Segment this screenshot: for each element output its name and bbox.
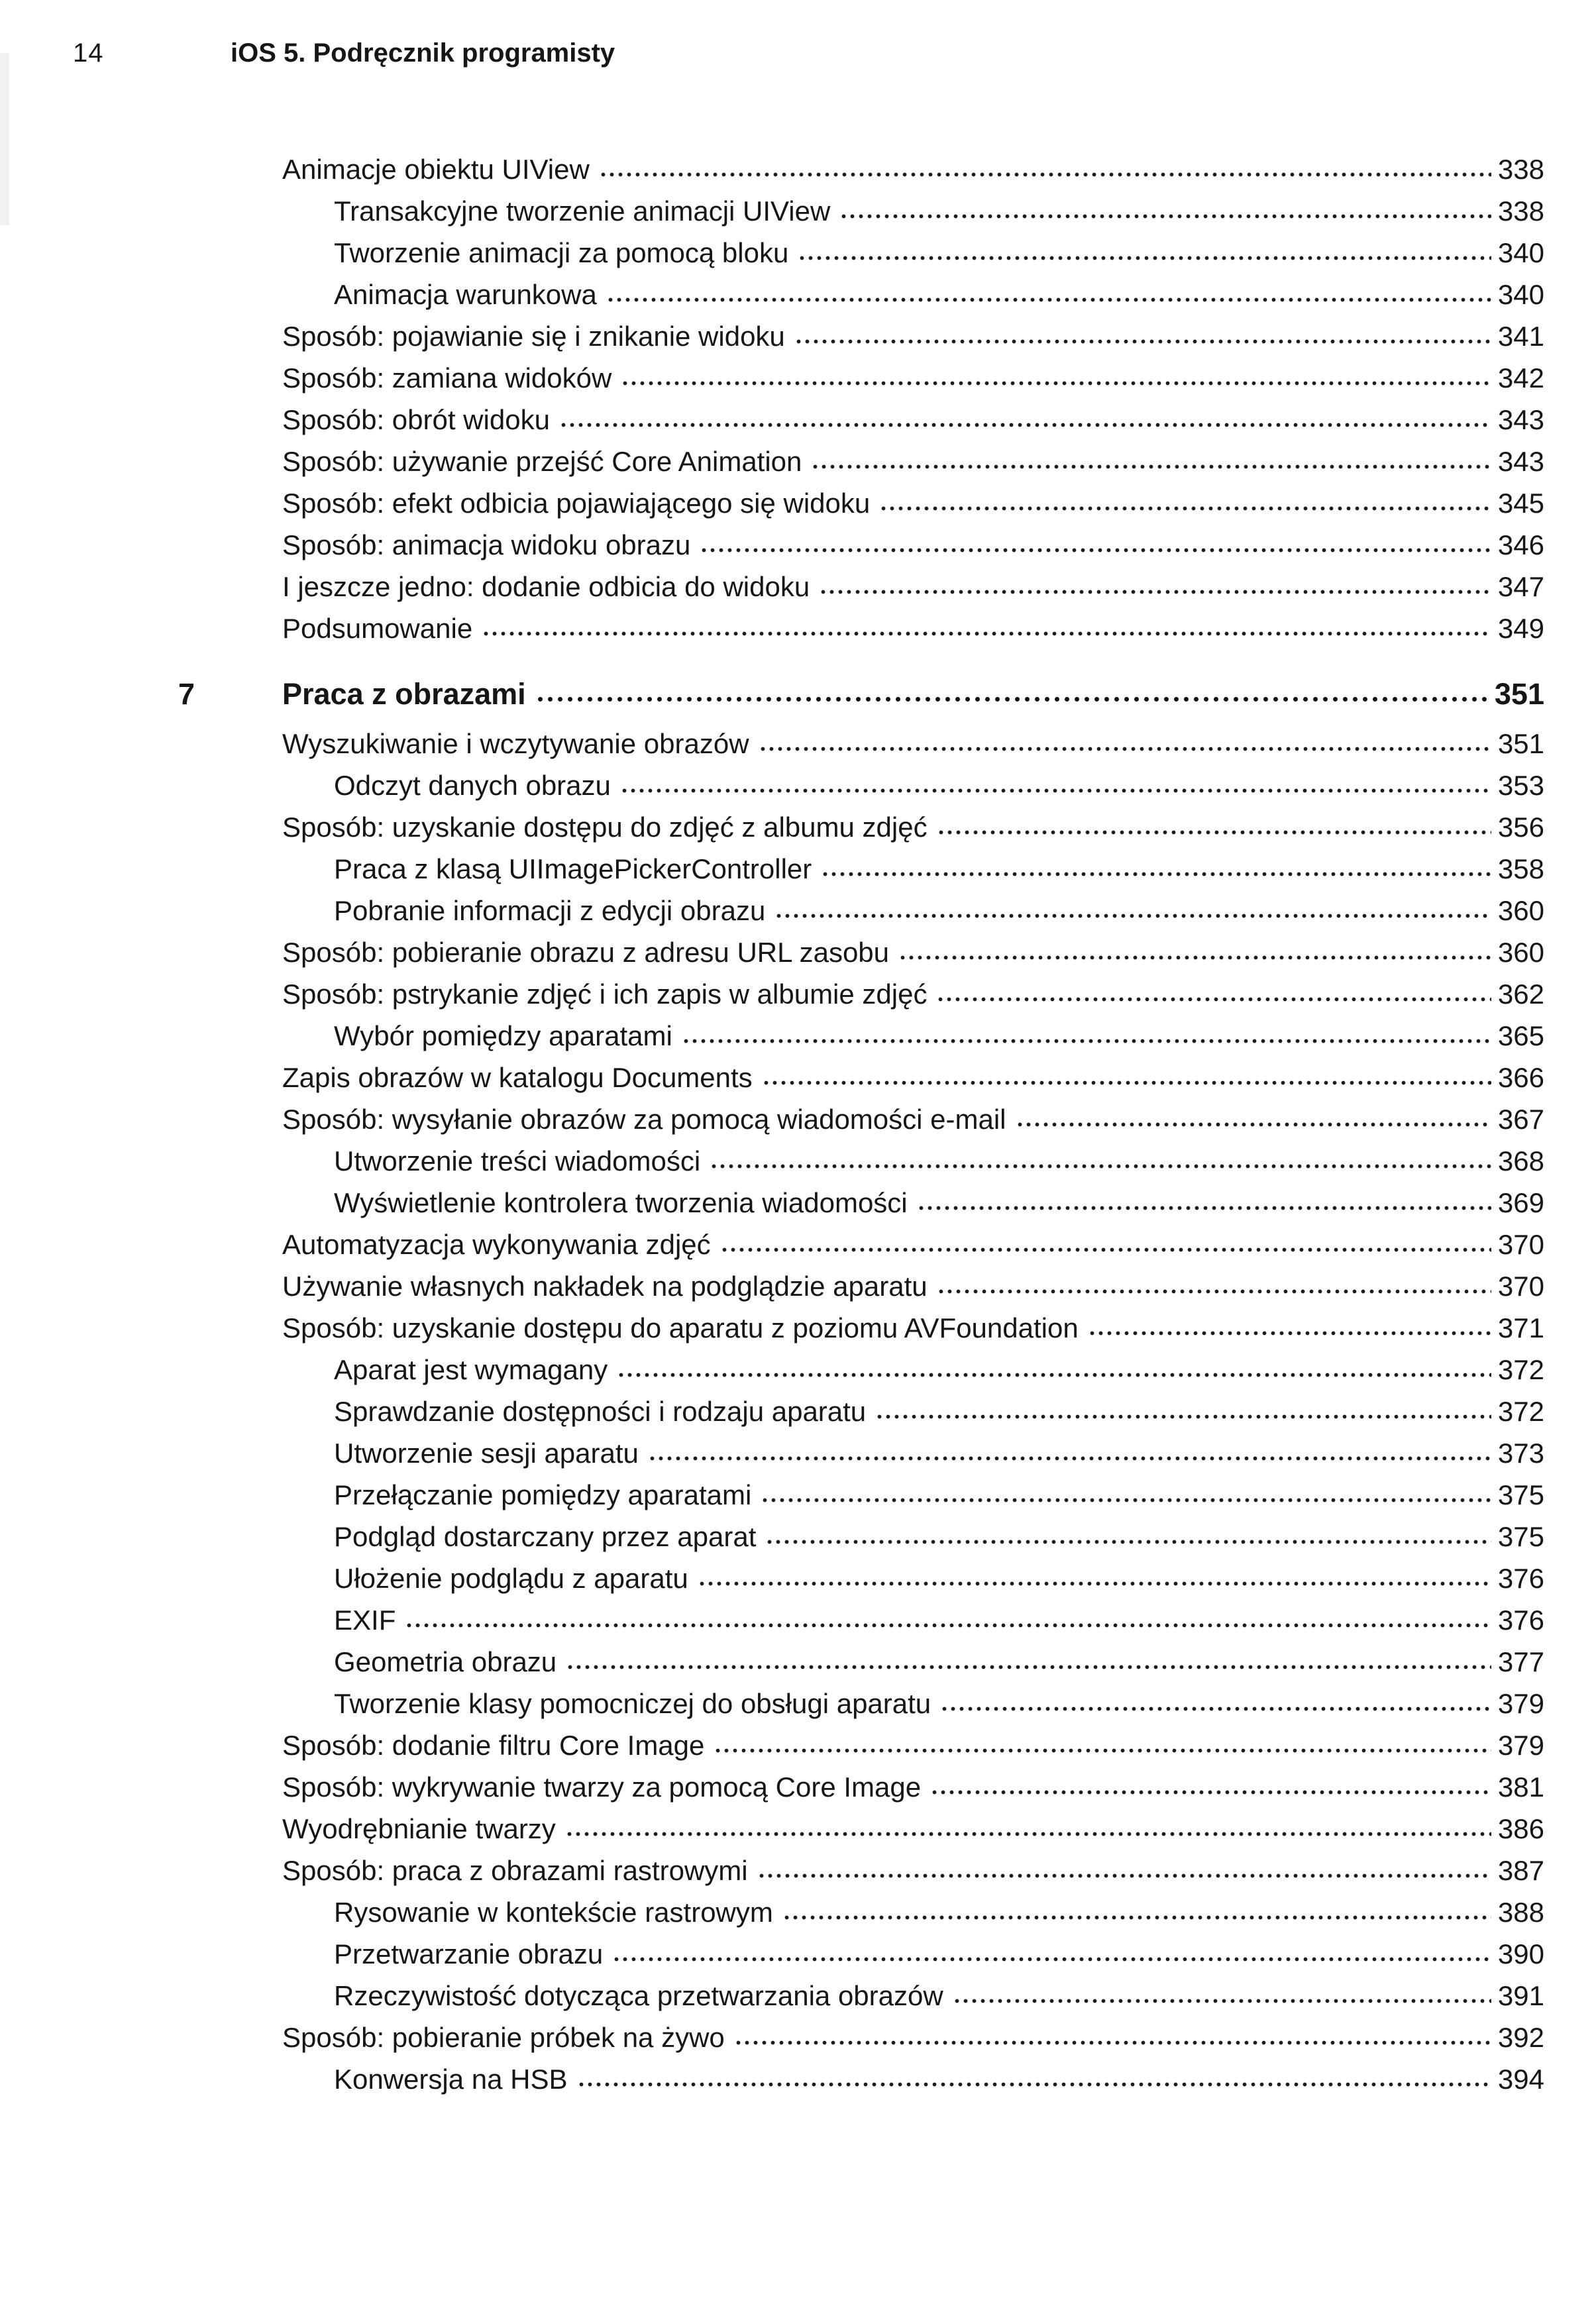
toc-entry <box>178 1271 1544 1312</box>
entry-page: 340 <box>1497 237 1544 268</box>
toc-entry <box>178 1730 1544 1771</box>
entry-label: Sposób: uzyskanie dostępu do aparatu z poziomu AVFoundation <box>282 1312 1079 1343</box>
page-number: 14 <box>73 38 104 68</box>
page-header <box>0 38 1596 73</box>
entry-page: 366 <box>1497 1062 1544 1093</box>
entry-page: 390 <box>1497 1938 1544 1970</box>
toc-entry <box>178 1145 1544 1187</box>
entry-label: Automatyzacja wykonywania zdjęć <box>282 1229 711 1260</box>
entry-label: Sprawdzanie dostępności i rodzaju aparatu <box>334 1396 867 1427</box>
entry-label: Wyszukiwanie i wczytywanie obrazów <box>282 728 749 759</box>
toc-entry <box>178 1312 1544 1354</box>
entry-label: Rysowanie w kontekście rastrowym <box>334 1897 773 1928</box>
entry-label: Podsumowanie <box>282 613 473 644</box>
entry-page: 388 <box>1497 1897 1544 1928</box>
dot-leader <box>615 1369 1491 1379</box>
dot-leader <box>757 743 1491 753</box>
entry-label: Sposób: efekt odbicia pojawiającego się widoku <box>282 488 871 519</box>
entry-label: Pobranie informacji z edycji obrazu <box>334 895 766 926</box>
entry-label: Przełączanie pomiędzy aparatami <box>334 1479 752 1510</box>
entry-page: 372 <box>1497 1396 1544 1427</box>
entry-page: 347 <box>1497 571 1544 602</box>
entry-label: I jeszcze jedno: dodanie odbicia do widoku <box>282 571 810 602</box>
toc-entry <box>178 728 1544 770</box>
dot-leader <box>939 1703 1491 1713</box>
entry-page: 375 <box>1497 1479 1544 1510</box>
entry-label: Sposób: obrót widoku <box>282 404 550 435</box>
toc-entry <box>178 1563 1544 1604</box>
toc-entry <box>178 1897 1544 1938</box>
toc-entry <box>178 488 1544 529</box>
entry-label: Odczyt danych obrazu <box>334 770 611 801</box>
toc-entry <box>178 1688 1544 1730</box>
toc-entry <box>178 1229 1544 1271</box>
dot-leader <box>598 168 1491 179</box>
entry-page: 377 <box>1497 1646 1544 1677</box>
dot-leader <box>708 1160 1491 1171</box>
dot-leader <box>680 1035 1491 1045</box>
dot-leader <box>733 2036 1491 2047</box>
entry-label: EXIF <box>334 1604 396 1636</box>
dot-leader <box>773 910 1491 920</box>
dot-leader <box>935 1285 1491 1296</box>
dot-leader <box>576 2078 1491 2089</box>
scan-edge-artifact <box>0 53 9 225</box>
entry-page: 342 <box>1497 362 1544 394</box>
entry-label: Geometria obrazu <box>334 1646 557 1677</box>
entry-label: Sposób: używanie przejść Core Animation <box>282 446 802 477</box>
entry-page: 340 <box>1497 279 1544 310</box>
toc-entry <box>178 279 1544 321</box>
entry-page: 372 <box>1497 1354 1544 1385</box>
dot-leader <box>756 1869 1491 1880</box>
toc-entry <box>178 613 1544 655</box>
entry-page: 373 <box>1497 1438 1544 1469</box>
dot-leader <box>838 210 1491 221</box>
entry-page: 360 <box>1497 937 1544 968</box>
entry-label: Sposób: praca z obrazami rastrowymi <box>282 1855 748 1886</box>
dot-leader <box>874 1410 1491 1421</box>
dot-leader <box>759 1494 1491 1504</box>
toc-entry <box>178 1771 1544 1813</box>
dot-leader <box>403 1619 1491 1630</box>
entry-label: Transakcyjne tworzenie animacji UIView <box>334 195 831 227</box>
dot-leader <box>781 1911 1491 1922</box>
dot-leader <box>935 993 1491 1004</box>
toc-entry <box>178 895 1544 937</box>
entry-label: Sposób: pobieranie próbek na żywo <box>282 2022 725 2053</box>
entry-label: Wybór pomiędzy aparatami <box>334 1020 672 1051</box>
entry-label: Używanie własnych nakładek na podglądzie aparatu <box>282 1271 928 1302</box>
entry-page: 349 <box>1497 613 1544 644</box>
entry-label: Sposób: uzyskanie dostępu do zdjęć z albumu zdjęć <box>282 812 928 843</box>
running-head-title: iOS 5. Podręcznik programisty <box>231 38 615 68</box>
entry-page: 370 <box>1497 1229 1544 1260</box>
entry-page: 362 <box>1497 978 1544 1010</box>
toc-entry <box>178 1104 1544 1145</box>
dot-leader <box>480 627 1491 638</box>
entry-page: 338 <box>1497 195 1544 227</box>
dot-leader <box>878 502 1491 513</box>
toc-entry <box>178 2022 1544 2064</box>
entry-label: Sposób: pstrykanie zdjęć i ich zapis w albumie zdjęć <box>282 978 928 1010</box>
dot-leader <box>810 460 1491 471</box>
entry-page: 379 <box>1497 1730 1544 1761</box>
toc-chapter-heading <box>178 677 1544 719</box>
entry-page: 376 <box>1497 1604 1544 1636</box>
entry-label: Sposób: wysyłanie obrazów za pomocą wiadomości e-mail <box>282 1104 1006 1135</box>
dot-leader <box>796 252 1491 262</box>
dot-leader <box>929 1786 1491 1797</box>
entry-label: Ułożenie podglądu z aparatu <box>334 1563 688 1594</box>
entry-label: Praca z obrazami <box>282 677 526 711</box>
entry-page: 379 <box>1497 1688 1544 1719</box>
toc-entry <box>178 812 1544 853</box>
entry-page: 341 <box>1497 321 1544 352</box>
entry-page: 351 <box>1497 728 1544 759</box>
toc-entry <box>178 1646 1544 1688</box>
entry-page: 386 <box>1497 1813 1544 1844</box>
dot-leader <box>712 1744 1491 1755</box>
entry-page: 369 <box>1497 1187 1544 1218</box>
dot-leader <box>793 335 1491 346</box>
toc-entry <box>178 978 1544 1020</box>
entry-page: 360 <box>1497 895 1544 926</box>
toc-entry <box>178 1438 1544 1479</box>
toc-entry <box>178 1479 1544 1521</box>
dot-leader <box>935 826 1491 837</box>
toc-entry <box>178 2064 1544 2105</box>
toc-entry <box>178 1020 1544 1062</box>
toc-entry <box>178 237 1544 279</box>
entry-label: Wyodrębnianie twarzy <box>282 1813 556 1844</box>
entry-label: Tworzenie animacji za pomocą bloku <box>334 237 789 268</box>
entry-label: Zapis obrazów w katalogu Documents <box>282 1062 753 1093</box>
toc-entry <box>178 362 1544 404</box>
entry-label: Sposób: pobieranie obrazu z adresu URL zasobu <box>282 937 890 968</box>
entry-page: 353 <box>1497 770 1544 801</box>
dot-leader <box>647 1452 1491 1463</box>
entry-page: 367 <box>1497 1104 1544 1135</box>
entry-label: Praca z klasą UIImagePickerController <box>334 853 812 884</box>
toc-entry <box>178 1855 1544 1897</box>
entry-label: Animacje obiektu UIView <box>282 154 590 185</box>
entry-page: 371 <box>1497 1312 1544 1343</box>
entry-label: Sposób: dodanie filtru Core Image <box>282 1730 705 1761</box>
entry-label: Aparat jest wymagany <box>334 1354 608 1385</box>
dot-leader <box>558 419 1491 429</box>
dot-leader <box>698 544 1491 554</box>
dot-leader <box>764 1536 1491 1546</box>
entry-label: Tworzenie klasy pomocniczej do obsługi aparatu <box>334 1688 931 1719</box>
dot-leader <box>951 1995 1491 2005</box>
entry-page: 345 <box>1497 488 1544 519</box>
toc-entry <box>178 154 1544 195</box>
toc-entry <box>178 937 1544 978</box>
toc-entry <box>178 1521 1544 1563</box>
dot-leader <box>1087 1327 1491 1338</box>
dot-leader <box>564 1661 1491 1671</box>
dot-leader <box>619 784 1491 795</box>
dot-leader <box>564 1828 1491 1838</box>
dot-leader <box>605 293 1491 304</box>
dot-leader <box>696 1577 1491 1588</box>
dot-leader <box>1014 1118 1491 1129</box>
entry-page: 343 <box>1497 446 1544 477</box>
toc-entry <box>178 404 1544 446</box>
entry-label: Przetwarzanie obrazu <box>334 1938 604 1970</box>
toc-entry <box>178 770 1544 812</box>
entry-page: 391 <box>1497 1980 1544 2011</box>
entry-page: 381 <box>1497 1771 1544 1803</box>
entry-page: 351 <box>1494 677 1544 711</box>
toc-entry <box>178 446 1544 488</box>
dot-leader <box>719 1243 1491 1254</box>
entry-label: Utworzenie sesji aparatu <box>334 1438 639 1469</box>
entry-label: Sposób: wykrywanie twarzy za pomocą Core Image <box>282 1771 922 1803</box>
toc-entry <box>178 1187 1544 1229</box>
dot-leader <box>916 1202 1491 1212</box>
toc-entry <box>178 1813 1544 1855</box>
entry-label: Sposób: zamiana widoków <box>282 362 612 394</box>
entry-label: Konwersja na HSB <box>334 2064 568 2095</box>
dot-leader <box>897 951 1491 962</box>
entry-page: 368 <box>1497 1145 1544 1177</box>
entry-label: Podgląd dostarczany przez aparat <box>334 1521 757 1552</box>
entry-page: 394 <box>1497 2064 1544 2095</box>
dot-leader <box>611 1953 1491 1964</box>
entry-page: 338 <box>1497 154 1544 185</box>
toc-entry <box>178 1980 1544 2022</box>
entry-page: 358 <box>1497 853 1544 884</box>
entry-page: 356 <box>1497 812 1544 843</box>
entry-label: Rzeczywistość dotycząca przetwarzania obrazów <box>334 1980 943 2011</box>
entry-page: 370 <box>1497 1271 1544 1302</box>
dot-leader <box>761 1077 1491 1087</box>
toc-entry <box>178 571 1544 613</box>
dot-leader <box>818 586 1491 596</box>
toc-entry <box>178 1354 1544 1396</box>
dot-leader <box>619 377 1491 388</box>
entry-label: Animacja warunkowa <box>334 279 597 310</box>
entry-label: Sposób: animacja widoku obrazu <box>282 529 691 560</box>
chapter-number: 7 <box>178 677 195 711</box>
toc-entry <box>178 195 1544 237</box>
entry-page: 346 <box>1497 529 1544 560</box>
entry-page: 343 <box>1497 404 1544 435</box>
entry-page: 387 <box>1497 1855 1544 1886</box>
entry-page: 392 <box>1497 2022 1544 2053</box>
entry-page: 375 <box>1497 1521 1544 1552</box>
toc-entry <box>178 853 1544 895</box>
dot-leader <box>534 692 1488 704</box>
entry-label: Wyświetlenie kontrolera tworzenia wiadomości <box>334 1187 908 1218</box>
entry-page: 376 <box>1497 1563 1544 1594</box>
dot-leader <box>820 868 1491 878</box>
toc-entry <box>178 321 1544 362</box>
toc-entry <box>178 529 1544 571</box>
entry-label: Utworzenie treści wiadomości <box>334 1145 701 1177</box>
entry-label: Sposób: pojawianie się i znikanie widoku <box>282 321 785 352</box>
toc-list <box>178 154 1544 2105</box>
entry-page: 365 <box>1497 1020 1544 1051</box>
toc-entry <box>178 1938 1544 1980</box>
toc-entry <box>178 1062 1544 1104</box>
toc-entry <box>178 1604 1544 1646</box>
toc-entry <box>178 1396 1544 1438</box>
